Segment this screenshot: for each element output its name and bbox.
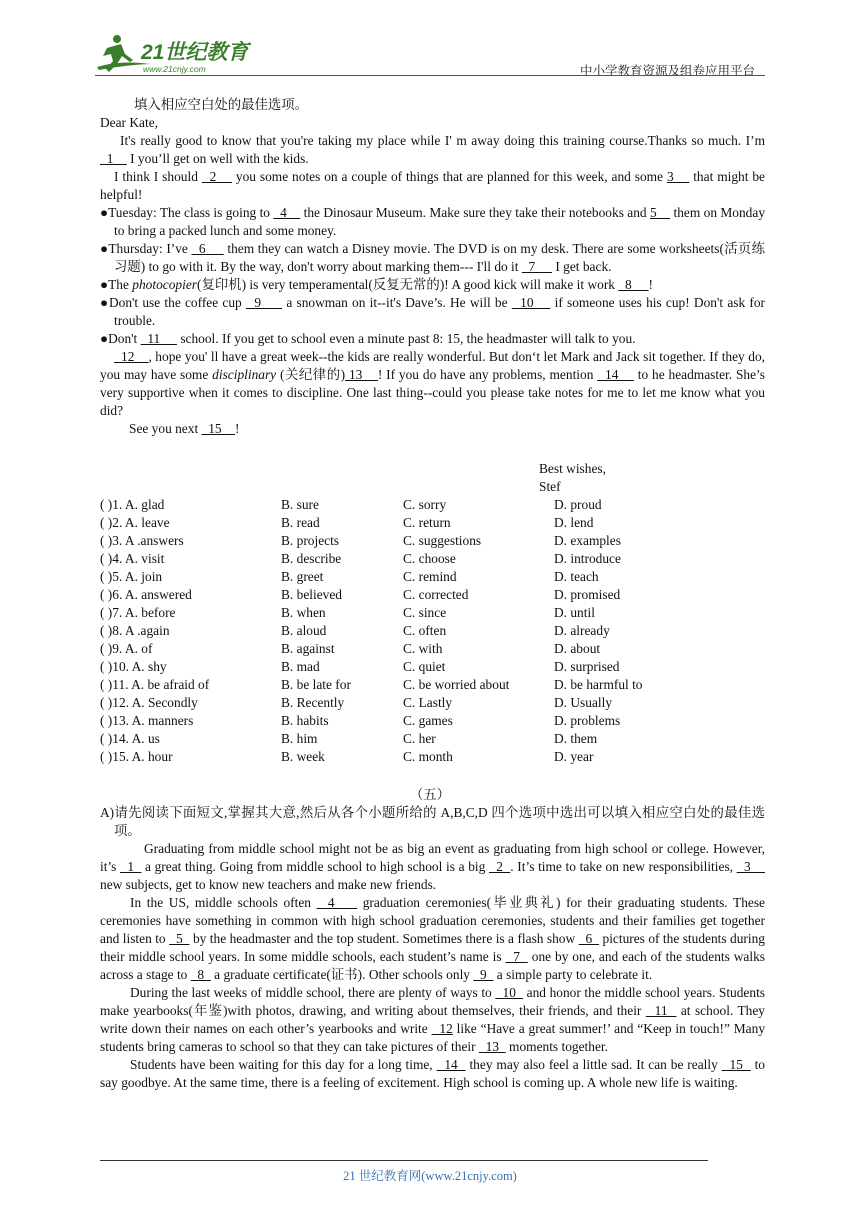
question-number: ( )1. A. glad	[100, 497, 165, 512]
blank-10: 10	[495, 985, 524, 1000]
option-row	[100, 694, 765, 712]
option-b: B. him	[281, 731, 318, 746]
option-b: B. against	[281, 641, 335, 656]
option-c: C. Lastly	[403, 695, 453, 710]
option-d: D. surprised	[554, 659, 620, 674]
option-b: B. read	[281, 515, 320, 530]
option-d: D. problems	[554, 713, 621, 728]
option-row	[100, 550, 765, 568]
blank-11: 11	[140, 331, 177, 346]
question-number: ( )6. A. answered	[100, 587, 192, 602]
blank-8: 8	[190, 967, 211, 982]
blank-3: 3	[666, 169, 690, 184]
option-b: B. projects	[281, 533, 340, 548]
option-d: D. examples	[554, 533, 621, 548]
option-b: B. habits	[281, 713, 329, 728]
blank-9: 9	[245, 295, 283, 310]
option-row	[100, 514, 765, 532]
passage-paragraph: Students have been waiting for this day for a long time, 14 they may also feel a little sad. It can be really 15 to say goodbye. At the same time, there is a feeling of excitement. High school is coming up. A whole new life is waiting.	[100, 1057, 766, 1090]
option-row	[100, 640, 765, 658]
option-d: D. already	[554, 623, 610, 638]
blank-2: 2	[201, 169, 232, 184]
blank-7: 7	[521, 259, 552, 274]
option-row	[100, 622, 765, 640]
question-number: ( )9. A. of	[100, 641, 153, 656]
option-c: C. choose	[403, 551, 456, 566]
svg-text:21世纪教育: 21世纪教育	[141, 41, 249, 64]
letter-paragraph: 12 , hope you' ll have a great week--the kids are really wonderful. But don‘t let Mark and Jack sit together. If they do, you may have some disciplinary (关纪律的) 13 ! If you do have any problems, mention 14 to he headmaster. She’s very supportive when it comes to discipline. One last thing--could you please take notes for me to let me know what you did?	[100, 349, 765, 418]
blank-13: 13	[345, 367, 378, 382]
option-b: B. mad	[281, 659, 320, 674]
option-c: C. suggestions	[403, 533, 482, 548]
option-row	[100, 532, 765, 550]
svg-text:www.21cnjy.com: www.21cnjy.com	[143, 64, 206, 74]
option-c: C. month	[403, 749, 453, 764]
blank-6: 6	[578, 931, 600, 946]
option-d: D. teach	[554, 569, 599, 584]
option-d: D. be harmful to	[554, 677, 643, 692]
question-number: ( )10. A. shy	[100, 659, 167, 674]
question-number: ( )14. A. us	[100, 731, 160, 746]
question-number: ( )8. A .again	[100, 623, 170, 638]
section-instruction: A)请先阅读下面短文,掌握其大意,然后从各个小题所给的 A,B,C,D 四个选项中选出可以填入相应空白处的最佳选项。	[100, 805, 765, 838]
option-b: B. when	[281, 605, 326, 620]
blank-11: 11	[645, 1003, 677, 1018]
blank-5: 5	[649, 205, 671, 220]
option-b: B. week	[281, 749, 325, 764]
option-d: D. until	[554, 605, 595, 620]
option-c: C. return	[403, 515, 451, 530]
question-number: ( )4. A. visit	[100, 551, 165, 566]
option-c: C. with	[403, 641, 443, 656]
option-row	[100, 604, 765, 622]
question-number: ( )7. A. before	[100, 605, 176, 620]
letter-bullet-tuesday: ●Tuesday: The class is going to 4 the Dinosaur Museum. Make sure they take their notebooks and 5 them on Monday to bring a packed lunch and some money.	[100, 205, 766, 238]
option-c: C. games	[403, 713, 453, 728]
blank-15: 15	[721, 1057, 751, 1072]
option-row	[100, 676, 765, 694]
option-c: C. sorry	[403, 497, 447, 512]
option-d: D. introduce	[554, 551, 621, 566]
option-d: D. them	[554, 731, 598, 746]
blank-15: 15	[201, 421, 236, 436]
blank-4: 4	[273, 205, 301, 220]
question-number: ( )5. A. join	[100, 569, 163, 584]
option-c: C. quiet	[403, 659, 446, 674]
letter-closing-line: See you next 15 !	[129, 421, 240, 436]
passage-paragraph: Graduating from middle school might not be as big an event as graduating from high school or college. However, it’s 1 a great thing. Going from middle school to high school is a big 2 . It’s time to take on new responsibilities, 3 new subjects, get to know new teachers and make new friends.	[100, 841, 765, 892]
option-row	[100, 712, 765, 730]
header-divider	[95, 75, 765, 76]
passage-section-5	[100, 804, 765, 1092]
question-number: ( )15. A. hour	[100, 749, 173, 764]
option-b: B. describe	[281, 551, 342, 566]
letter-bullet-photocopier: ●The photocopier(复印机) is very temperamental(反复无常的)! A good kick will make it work 8 !	[100, 277, 653, 292]
option-row	[100, 658, 765, 676]
letter-passage	[100, 96, 765, 438]
header-platform-text: 中小学教育资源及组卷应用平台	[579, 63, 755, 78]
option-d: D. year	[554, 749, 594, 764]
question-number: ( )11. A. be afraid of	[100, 677, 210, 692]
letter-paragraph: I think I should 2 you some notes on a couple of things that are planned for this week, and some 3 that might be helpful!	[100, 169, 765, 202]
option-d: D. about	[554, 641, 601, 656]
blank-10: 10	[511, 295, 551, 310]
option-d: D. promised	[554, 587, 621, 602]
option-c: C. be worried about	[403, 677, 510, 692]
letter-greeting: Dear Kate,	[100, 115, 158, 130]
blank-1: 1	[120, 859, 142, 874]
option-row	[100, 568, 765, 586]
signature-name: Stef	[539, 479, 561, 494]
footer-text: 21 世纪教育网(www.21cnjy.com)	[343, 1169, 517, 1183]
option-c: C. her	[403, 731, 436, 746]
option-b: B. greet	[281, 569, 324, 584]
blank-1: 1	[100, 151, 127, 166]
option-row	[100, 730, 765, 748]
blank-6: 6	[191, 241, 224, 256]
option-row	[100, 496, 765, 514]
question-number: ( )13. A. manners	[100, 713, 194, 728]
blank-14: 14	[436, 1057, 466, 1072]
option-c: C. corrected	[403, 587, 469, 602]
option-row	[100, 748, 765, 766]
option-b: B. be late for	[281, 677, 351, 692]
blank-4: 4	[316, 895, 358, 910]
section-title: （五）	[409, 787, 451, 802]
option-row	[100, 586, 765, 604]
blank-9: 9	[473, 967, 494, 982]
letter-bullet-thursday: ●Thursday: I’ve 6 them they can watch a Disney movie. The DVD is on my desk. There are some worksheets(活页练习题) to go with it. By the way, don't worry about marking them--- I'll do it 7 I get back.	[100, 241, 765, 274]
option-d: D. Usually	[554, 695, 613, 710]
logo-icon	[95, 34, 265, 74]
page-header	[95, 30, 765, 80]
letter-bullet-dont: ●Don't 11 school. If you get to school even a minute past 8: 15, the headmaster will talk to you.	[100, 331, 636, 346]
letter-bullet-coffee-cup: ●Don't use the coffee cup 9 a snowman on it--it's Dave’s. He will be 10 if someone uses his cup! Don't ask for trouble.	[100, 295, 765, 328]
question-number: ( )3. A .answers	[100, 533, 184, 548]
option-b: B. believed	[281, 587, 342, 602]
letter-instruction: 填入相应空白处的最佳选项。	[134, 97, 309, 112]
blank-12: 12	[431, 1021, 453, 1036]
blank-3: 3	[736, 859, 765, 874]
passage-paragraph: During the last weeks of middle school, there are plenty of ways to 10 and honor the middle school years. Students make yearbooks(年鉴)with photos, drawing, and writing about themselves, their friends, and their 11 at school. They write down their names on each other’s yearbooks and write 12 like “Have a great summer!’ and “Keep in touch!” Many students bring cameras to school so that they can take pictures of their 13 moments together.	[100, 985, 766, 1054]
footer-divider	[100, 1160, 708, 1161]
blank-7: 7	[505, 949, 528, 964]
blank-2: 2	[488, 859, 511, 874]
letter-paragraph: It's really good to know that you're taking my place while I' m away doing this training course.Thanks so much. I’m 1 I you’ll get on well with the kids.	[100, 133, 765, 166]
option-c: C. remind	[403, 569, 457, 584]
option-c: C. often	[403, 623, 447, 638]
option-d: D. lend	[554, 515, 594, 530]
blank-12: 12	[114, 349, 149, 364]
blank-8: 8	[618, 277, 649, 292]
option-b: B. sure	[281, 497, 319, 512]
passage-paragraph: In the US, middle schools often 4 graduation ceremonies(毕业典礼) for their graduating students. These ceremonies have something in common with high school graduation ceremonies, students and their families get together and listen to 5 by the headmaster and the top student. Sometimes there is a flash show 6 pictures of the students during their middle school years. In some middle schools, each student’s name is 7 one by one, and each of the students walks across a stage to 8 a graduate certificate(证书). Other schools only 9 a simple party to celebrate it.	[100, 895, 765, 982]
signature-closing: Best wishes,	[539, 461, 606, 476]
option-c: C. since	[403, 605, 447, 620]
blank-5: 5	[169, 931, 190, 946]
question-number: ( )12. A. Secondly	[100, 695, 198, 710]
question-number: ( )2. A. leave	[100, 515, 170, 530]
option-b: B. aloud	[281, 623, 327, 638]
blank-14: 14	[597, 367, 634, 382]
option-b: B. Recently	[281, 695, 345, 710]
option-d: D. proud	[554, 497, 602, 512]
blank-13: 13	[478, 1039, 506, 1054]
